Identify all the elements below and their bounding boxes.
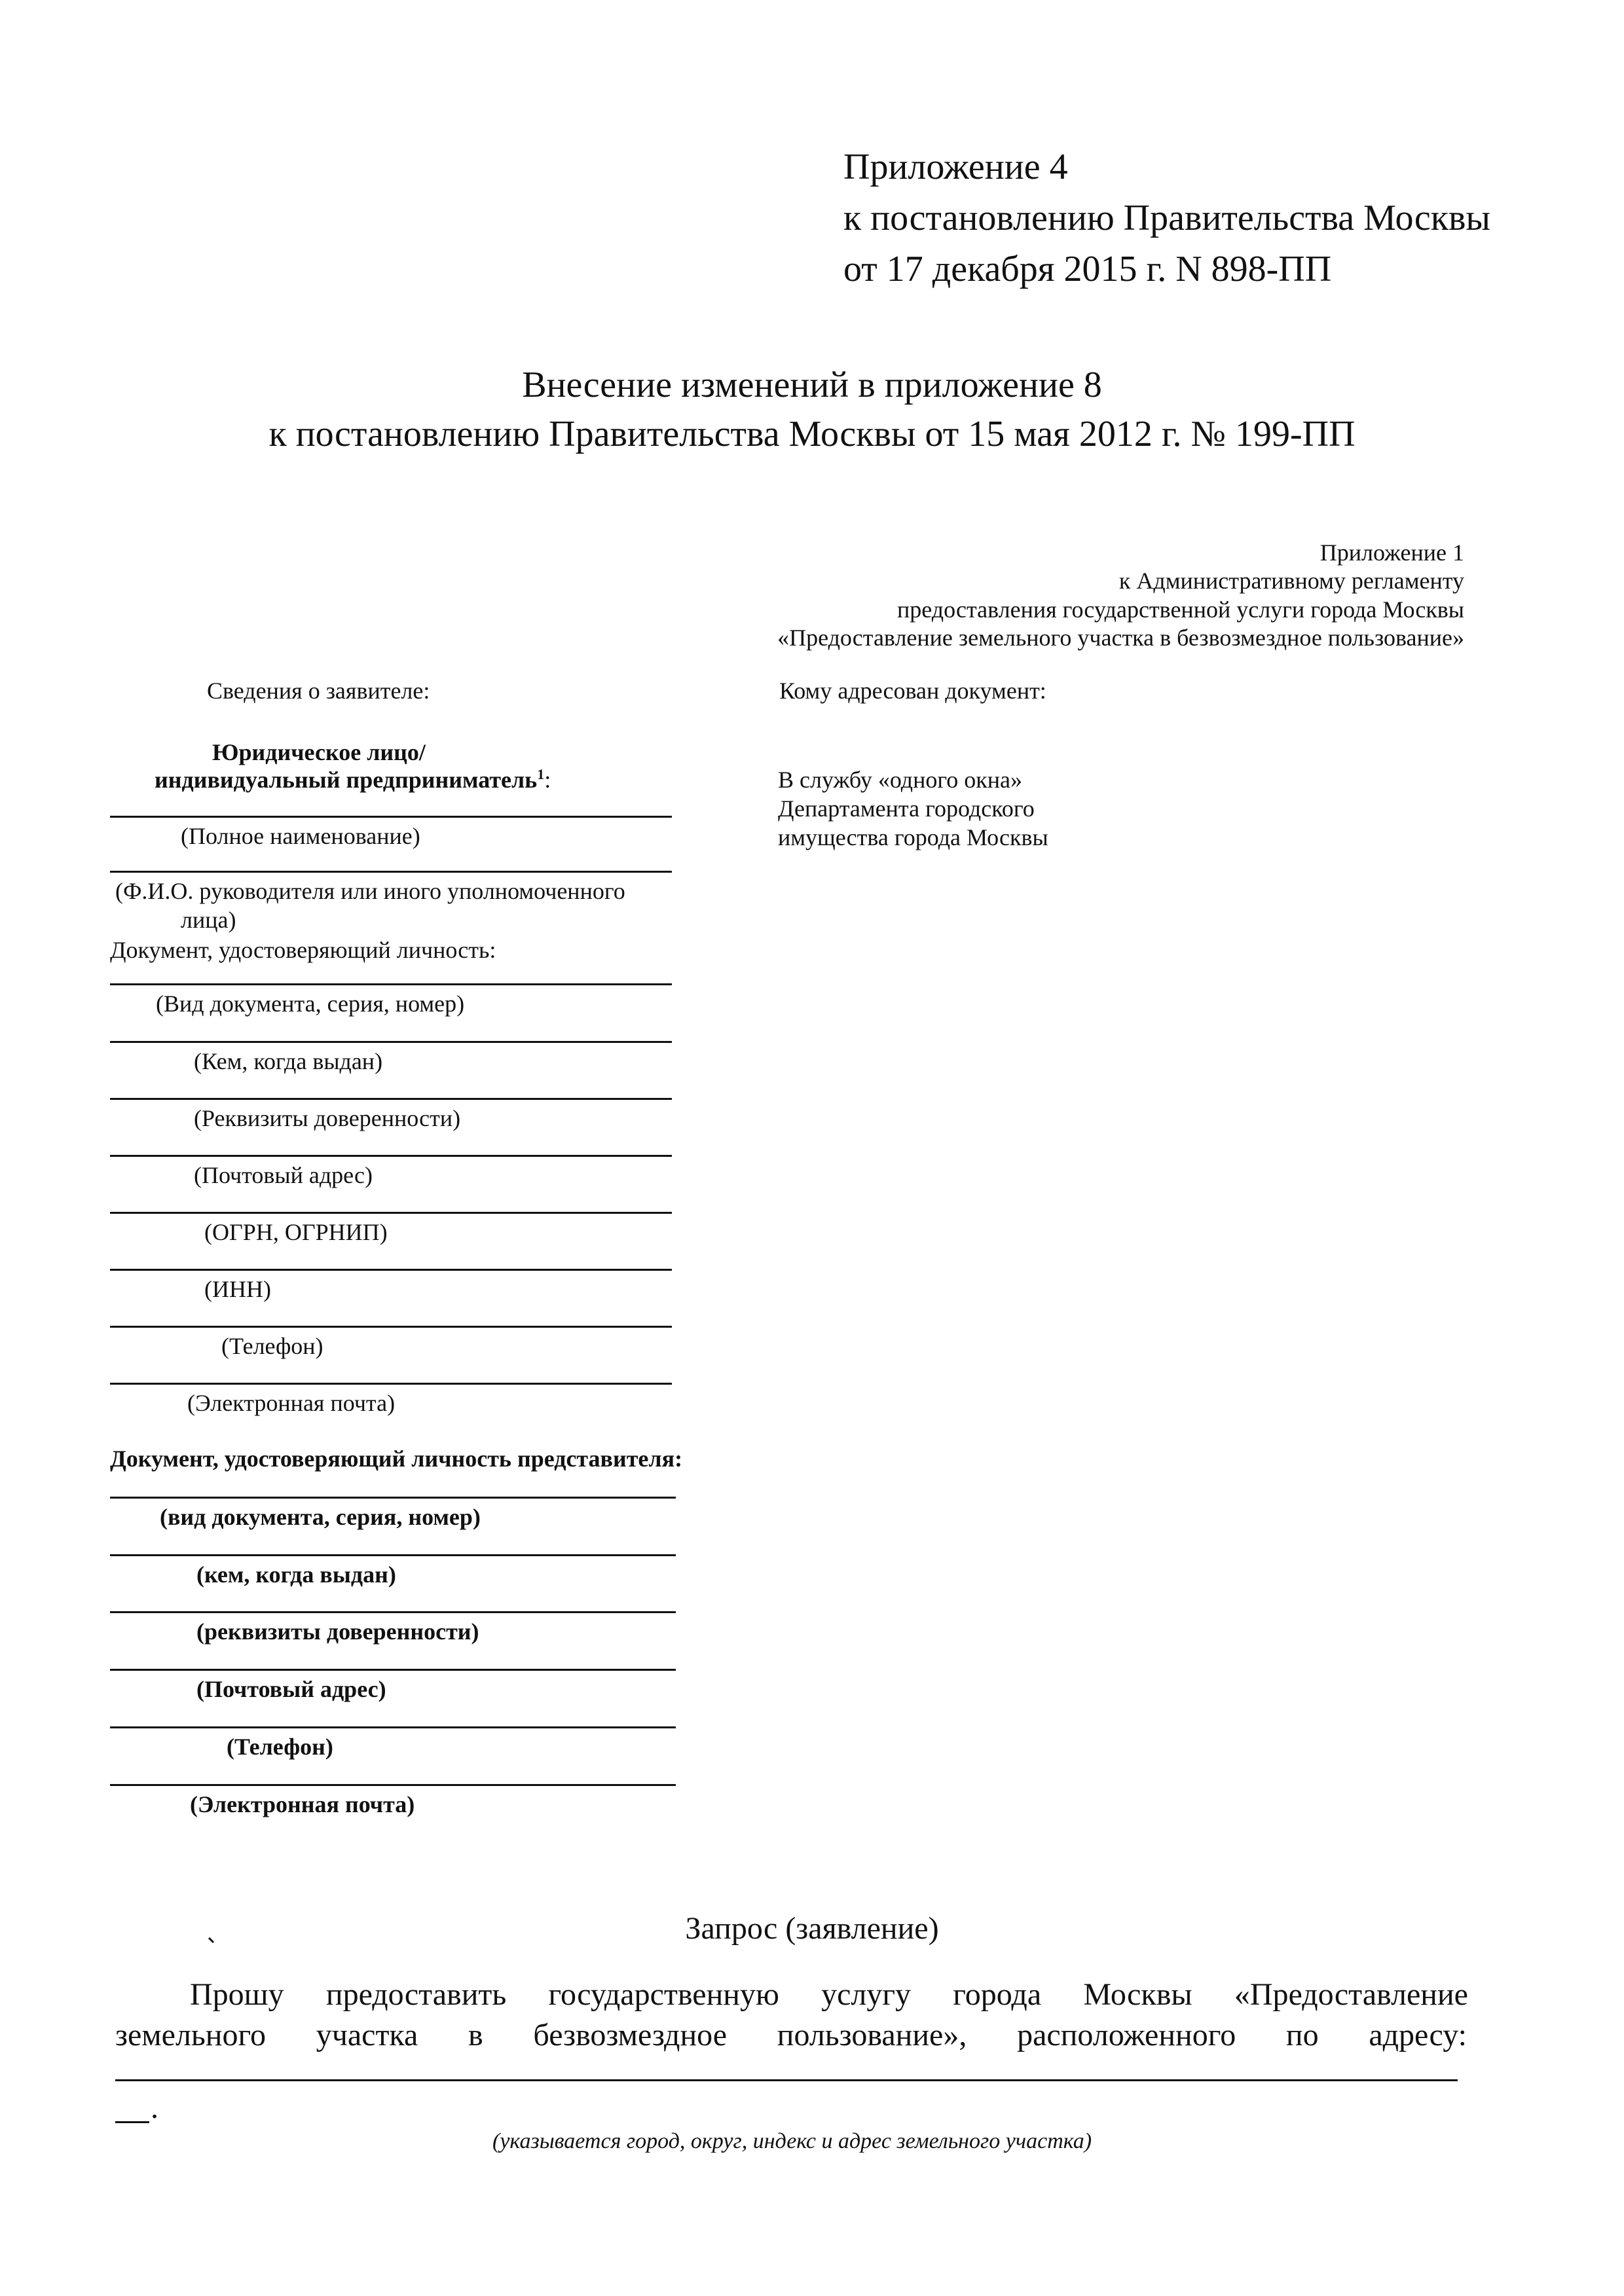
request-title: Запрос (заявление): [685, 1911, 939, 1946]
field-line-rep-phone[interactable]: [110, 1726, 676, 1728]
label-ogrn: (ОГРН, ОГРНИП): [204, 1219, 388, 1245]
word: «Предоставление: [1234, 1977, 1468, 2012]
appendix-line-2: к Административному регламенту: [1118, 568, 1464, 594]
word: Прошу: [190, 1977, 284, 2012]
word: предоставить: [325, 1977, 507, 2012]
label-phone: (Телефон): [221, 1333, 323, 1359]
word: адресу:: [1369, 2018, 1467, 2052]
word: Москвы: [1083, 1977, 1192, 2012]
header-line-3: от 17 декабря 2015 г. N 898-ПП: [843, 249, 1332, 289]
word: расположенного: [1017, 2018, 1236, 2052]
label-head-name-1: (Ф.И.О. руководителя или иного уполномоченного: [115, 878, 625, 904]
field-line-rep-issued-by[interactable]: [110, 1554, 676, 1556]
label-rep-email: (Электронная почта): [190, 1791, 415, 1817]
word: земельного: [115, 2018, 266, 2052]
label-rep-doc-type: (вид документа, серия, номер): [160, 1504, 481, 1530]
field-line-address-continuation[interactable]: [115, 2121, 149, 2123]
representative-heading: Документ, удостоверяющий личность представителя:: [110, 1446, 683, 1472]
word: в: [468, 2018, 483, 2052]
label-poa: (Реквизиты доверенности): [194, 1105, 461, 1131]
field-line-head-name[interactable]: [110, 871, 672, 873]
field-line-rep-poa[interactable]: [110, 1611, 676, 1613]
label-postal: (Почтовый адрес): [194, 1162, 373, 1188]
field-line-phone[interactable]: [110, 1326, 672, 1328]
label-inn: (ИНН): [204, 1276, 271, 1302]
field-line-email[interactable]: [110, 1383, 672, 1385]
word: участка: [316, 2018, 418, 2052]
label-rep-phone: (Телефон): [227, 1734, 333, 1760]
label-id-document: Документ, удостоверяющий личность:: [110, 937, 496, 963]
applicant-type-line-2: индивидуальный предприниматель$^1$:: [155, 766, 551, 793]
header-line-1: Приложение 4: [843, 147, 1068, 187]
field-line-rep-doc-type[interactable]: [110, 1497, 676, 1499]
address-caption: (указывается город, округ, индекс и адрес земельного участка): [492, 2129, 1092, 2153]
appendix-line-4: «Предоставление земельного участка в безвозмездное пользование»: [777, 625, 1464, 651]
appendix-line-1: Приложение 1: [1320, 539, 1464, 566]
recipient-heading: Кому адресован документ:: [779, 678, 1046, 704]
field-line-ogrn[interactable]: [110, 1212, 672, 1214]
field-line-rep-email[interactable]: [110, 1784, 676, 1786]
title-line-2: к постановлению Правительства Москвы от 15 мая 2012 г. № 199-ПП: [268, 414, 1356, 454]
recipient-line-2: Департамента городского: [778, 795, 1035, 822]
word: по: [1285, 2018, 1319, 2052]
label-rep-poa: (реквизиты доверенности): [196, 1618, 479, 1645]
appendix-line-3: предоставления государственной услуги города Москвы: [896, 596, 1464, 623]
word: города: [953, 1977, 1042, 2012]
applicant-type-line-1: Юридическое лицо/: [212, 739, 426, 765]
field-line-postal[interactable]: [110, 1155, 672, 1157]
label-rep-issued-by: (кем, когда выдан): [196, 1561, 396, 1588]
field-line-inn[interactable]: [110, 1269, 672, 1271]
field-line-issued-by[interactable]: [110, 1041, 672, 1043]
footnote-marker: 1: [537, 766, 545, 782]
trailing-dot: .: [151, 2090, 158, 2125]
header-line-2: к постановлению Правительства Москвы: [843, 198, 1491, 238]
field-line-rep-postal[interactable]: [110, 1669, 676, 1671]
field-line-full-name[interactable]: [110, 816, 672, 818]
recipient-line-1: В службу «одного окна»: [778, 767, 1022, 793]
word: пользование»,: [777, 2018, 967, 2052]
field-line-poa[interactable]: [110, 1098, 672, 1100]
request-paragraph-line-2: [115, 2016, 1467, 2054]
request-paragraph-line-1: [190, 1976, 1468, 2014]
label-doc-type: (Вид документа, серия, номер): [156, 991, 465, 1017]
label-head-name-2: лица): [181, 907, 236, 933]
label-full-name: (Полное наименование): [181, 823, 420, 849]
label-issued-by: (Кем, когда выдан): [194, 1048, 383, 1074]
recipient-line-3: имущества города Москвы: [778, 824, 1048, 850]
word: безвозмездное: [533, 2018, 728, 2052]
field-line-doc-type[interactable]: [110, 983, 672, 985]
label-rep-postal: (Почтовый адрес): [196, 1676, 386, 1702]
field-line-address[interactable]: [115, 2079, 1458, 2081]
title-line-1: Внесение изменений в приложение 8: [522, 365, 1102, 405]
word: государственную: [548, 1977, 779, 2012]
word: услугу: [821, 1977, 912, 2012]
label-email: (Электронная почта): [187, 1390, 396, 1416]
applicant-heading: Сведения о заявителе:: [207, 678, 430, 704]
